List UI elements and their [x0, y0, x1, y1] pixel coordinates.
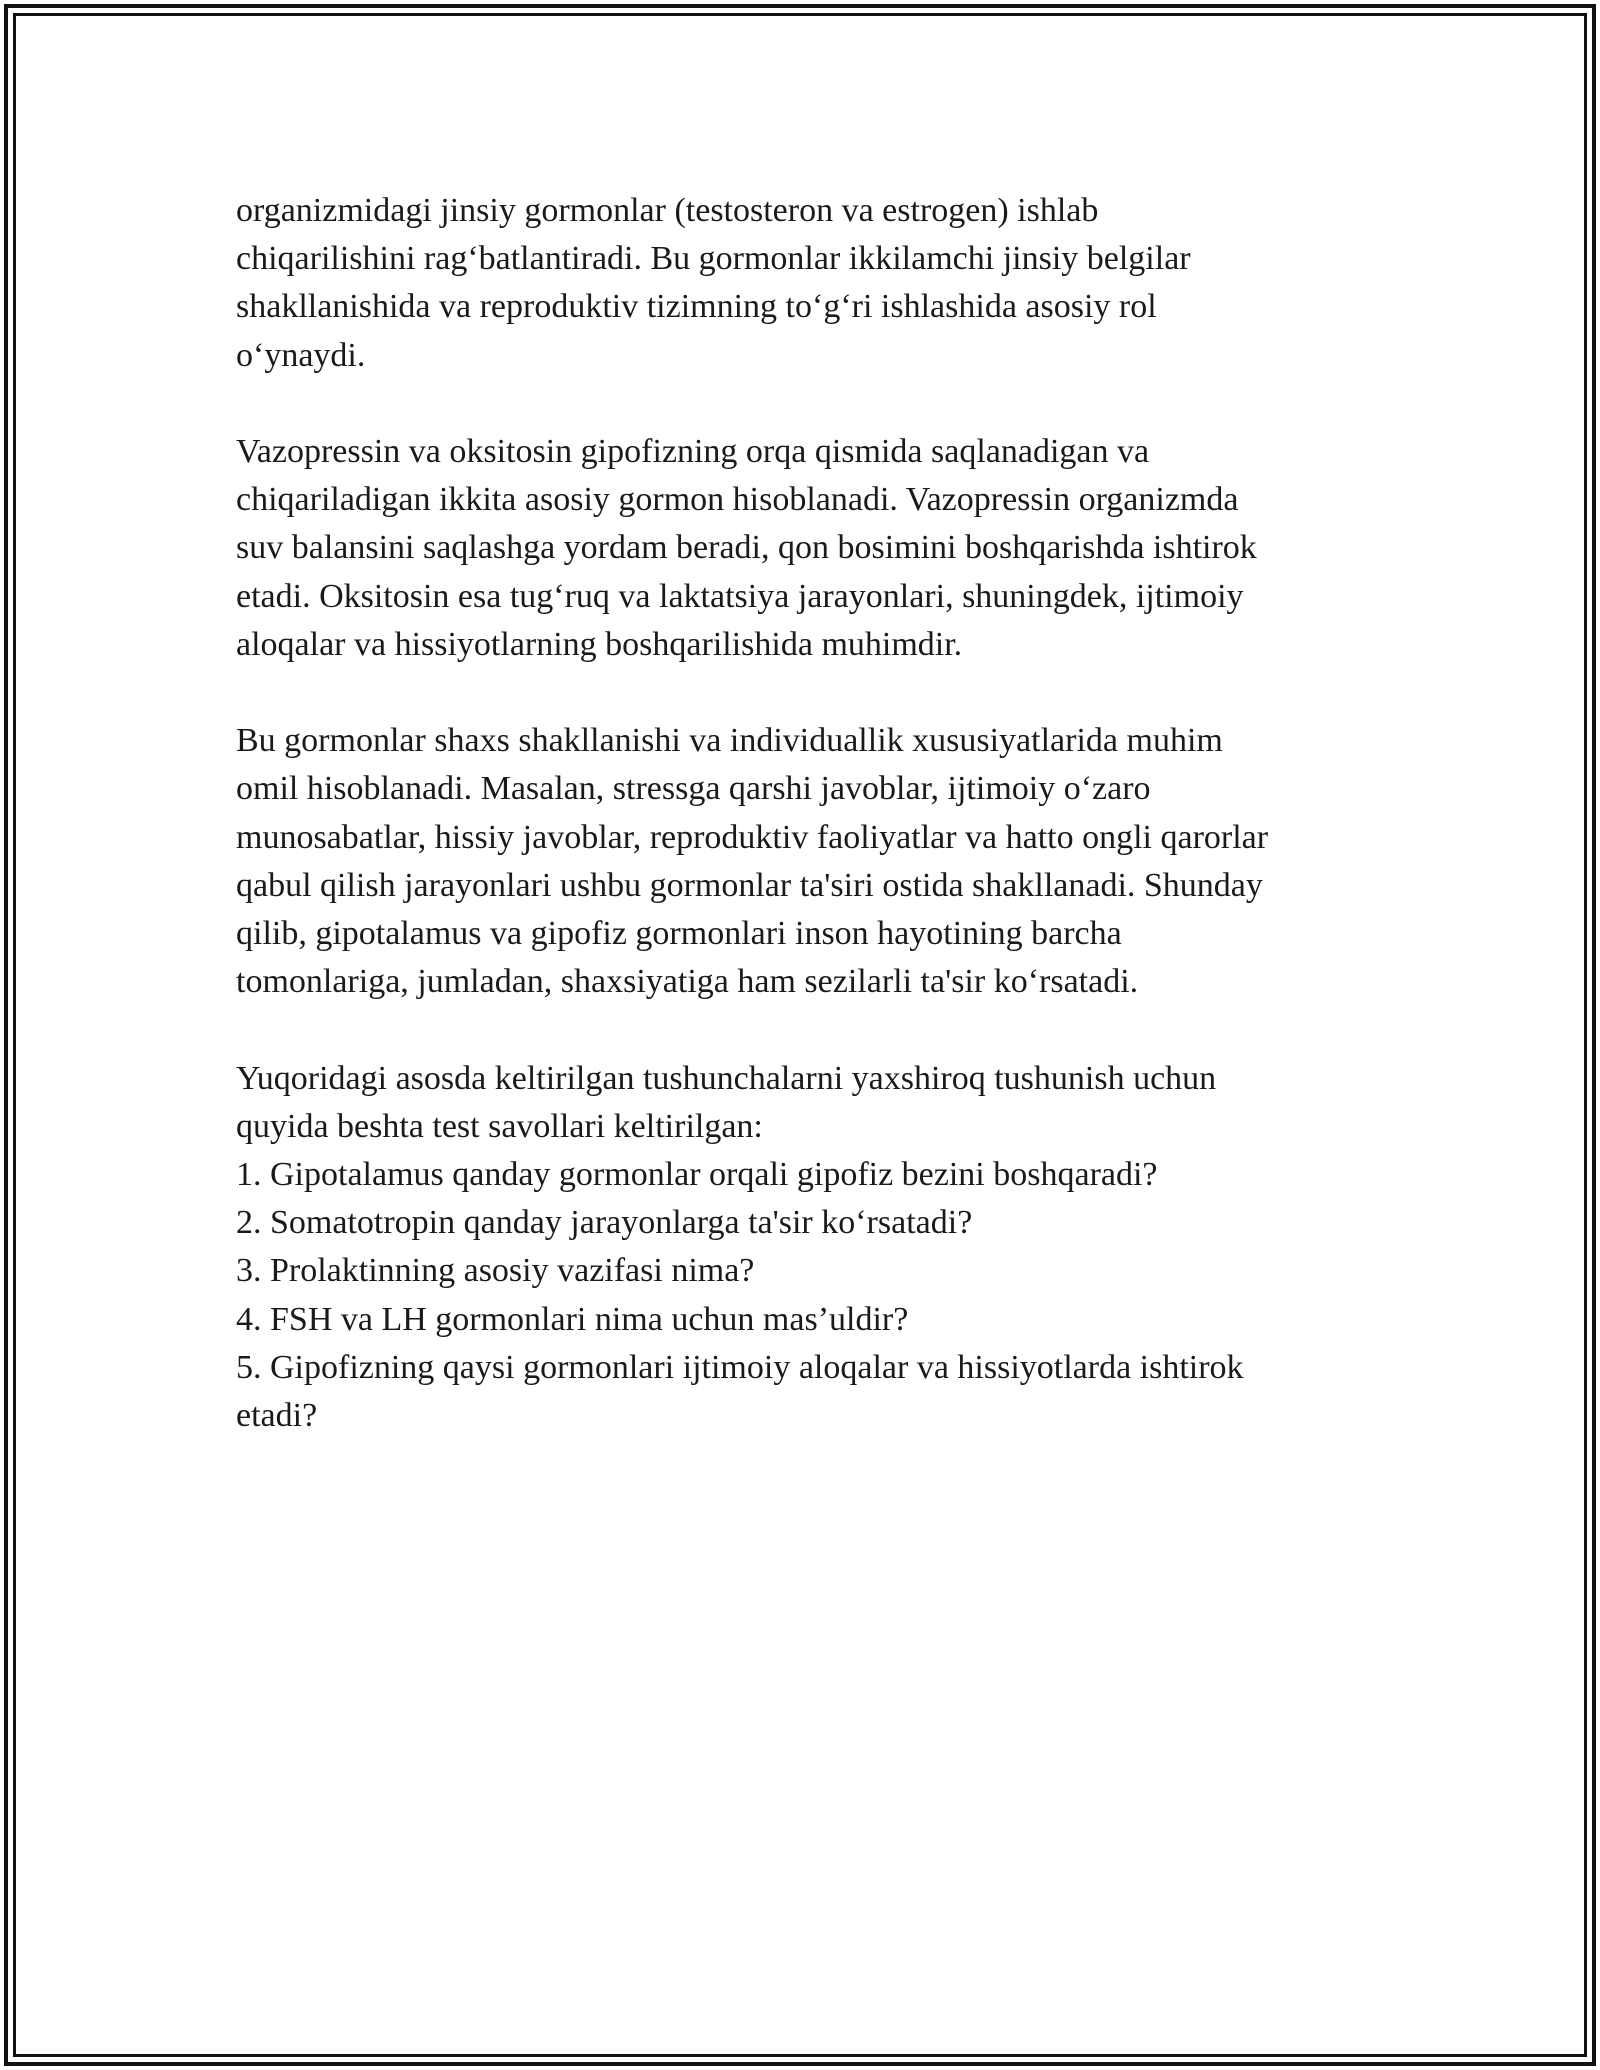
text-line: omil hisoblanadi. Masalan, stressga qarshi javoblar, ijtimoiy o‘zaro: [236, 770, 1151, 808]
text-line: o‘ynaydi.: [236, 336, 366, 374]
question-item: 4. FSH va LH gormonlari nima uchun mas’uldir?: [236, 1300, 909, 1338]
questions-intro-line: Yuqoridagi asosda keltirilgan tushunchalarni yaxshiroq tushunish uchun: [236, 1059, 1217, 1097]
document-body: [236, 187, 1366, 1440]
text-line: chiqarilishini rag‘batlantiradi. Bu gormonlar ikkilamchi jinsiy belgilar: [236, 240, 1191, 278]
text-line: qabul qilish jarayonlari ushbu gormonlar ta'siri ostida shakllanadi. Shunday: [236, 866, 1263, 904]
question-item: 3. Prolaktinning asosiy vazifasi nima?: [236, 1252, 755, 1290]
question-item: 2. Somatotropin qanday jarayonlarga ta'sir ko‘rsatadi?: [236, 1204, 973, 1242]
text-line: shakllanishida va reproduktiv tizimning to‘g‘ri ishlashida asosiy rol: [236, 288, 1157, 326]
text-line: Vazopressin va oksitosin gipofizning orqa qismida saqlanadigan va: [236, 433, 1150, 470]
questions-intro-line: quyida beshta test savollari keltirilgan:: [236, 1107, 763, 1145]
text-line: chiqariladigan ikkita asosiy gormon hisoblanadi. Vazopressin organizmda: [236, 481, 1239, 519]
paragraph-personality: [236, 717, 1366, 1006]
text-line: aloqalar va hissiyotlarning boshqarilishida muhimdir.: [236, 625, 963, 663]
question-item: 1. Gipotalamus qanday gormonlar orqali gipofiz bezini boshqaradi?: [236, 1156, 1158, 1194]
text-line: suv balansini saqlashga yordam beradi, qon bosimini boshqarishda ishtirok: [236, 529, 1257, 567]
paragraph-sex-hormones: [236, 187, 1366, 380]
text-line: etadi. Oksitosin esa tug‘ruq va laktatsiya jarayonlari, shuningdek, ijtimoiy: [236, 577, 1244, 615]
question-item-continuation: etadi?: [236, 1397, 318, 1435]
text-line: Bu gormonlar shaxs shakllanishi va individuallik xususiyatlarida muhim: [236, 722, 1223, 760]
text-line: tomonlariga, jumladan, shaxsiyatiga ham sezilarli ta'sir ko‘rsatadi.: [236, 963, 1139, 1001]
paragraph-vasopressin-oxytocin: [236, 428, 1366, 669]
test-questions-section: [236, 1055, 1366, 1441]
text-line: qilib, gipotalamus va gipofiz gormonlari inson hayotining barcha: [236, 915, 1122, 953]
question-item: 5. Gipofizning qaysi gormonlari ijtimoiy aloqalar va hissiyotlarda ishtirok: [236, 1348, 1244, 1386]
text-line: organizmidagi jinsiy gormonlar (testosteron va estrogen) ishlab: [236, 192, 1099, 229]
text-line: munosabatlar, hissiy javoblar, reproduktiv faoliyatlar va hatto ongli qarorlar: [236, 818, 1269, 856]
